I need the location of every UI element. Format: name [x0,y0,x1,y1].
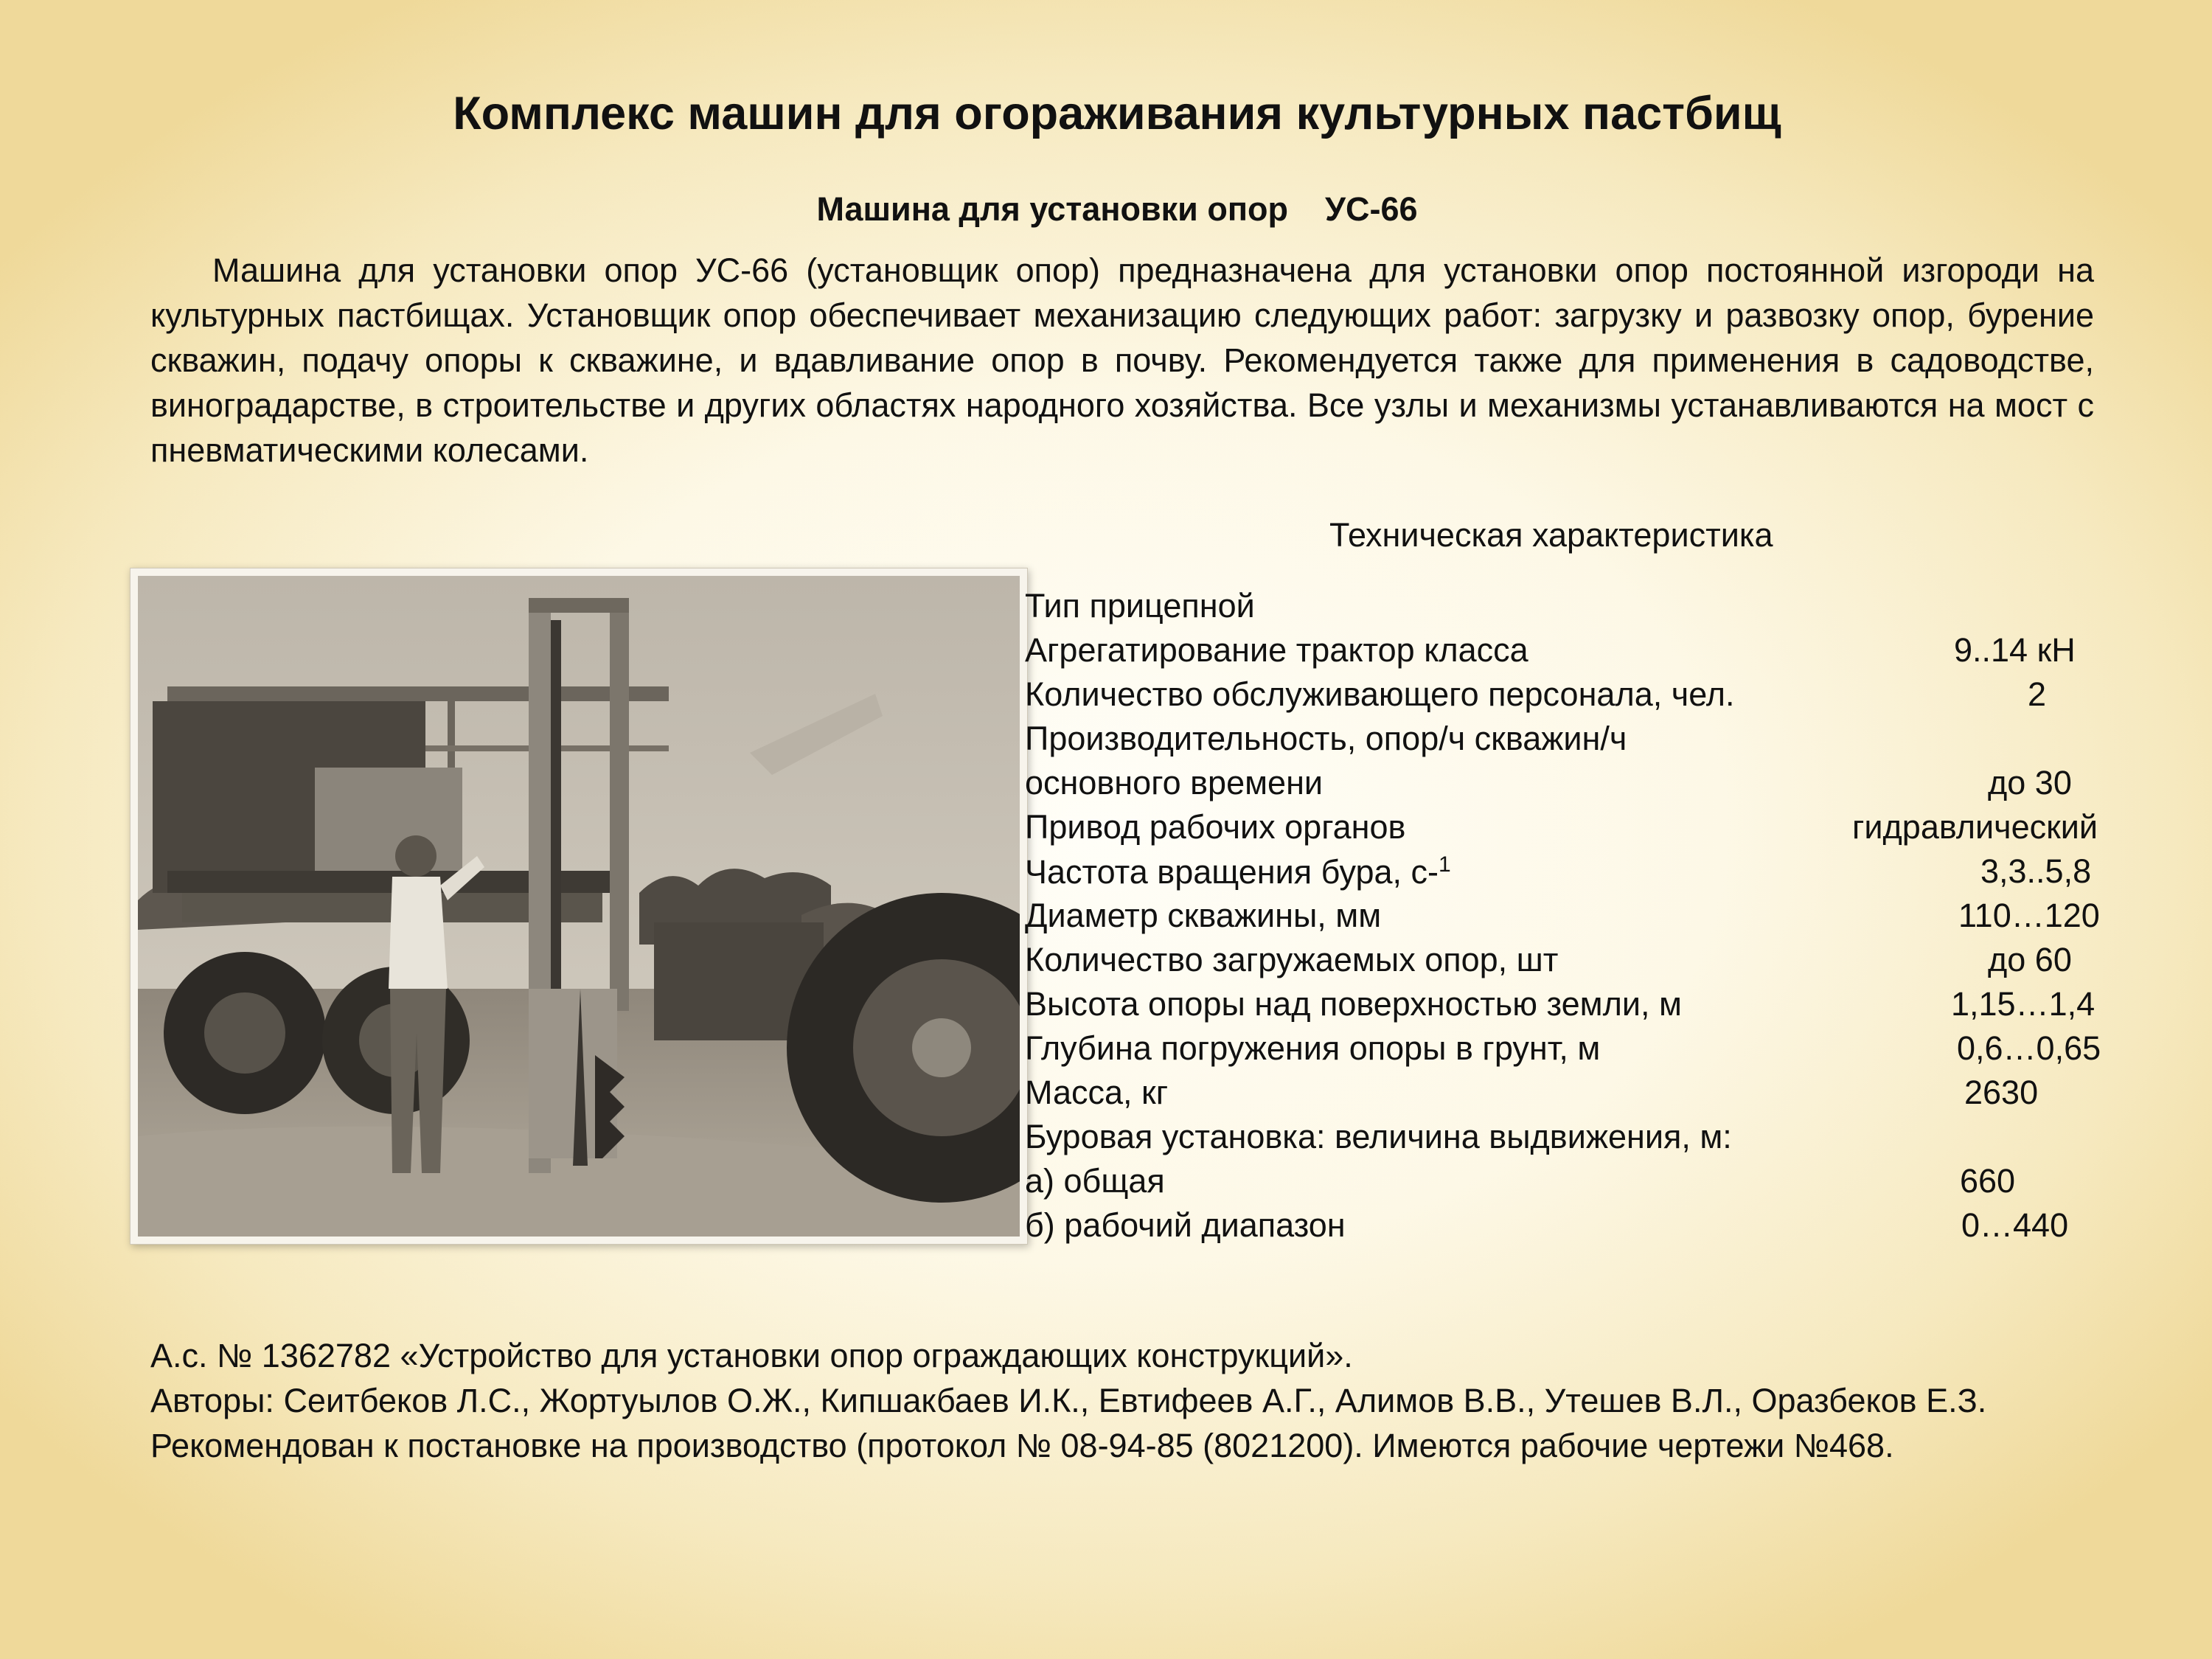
spec-value: гидравлический [1852,808,2098,846]
spec-label: Количество обслуживающего персонала, чел. [1025,675,1735,713]
spec-label-superscript: 1 [1438,852,1451,877]
spec-row-depth [1025,1029,1600,1074]
spec-value: до 60 [1988,941,2072,978]
spec-row-personnel [1025,675,1735,720]
patent-line: А.с. № 1362782 «Устройство для установки опор ограждающих конструкций». [150,1337,1353,1374]
machine-photo-image [138,576,1020,1237]
spec-row-type [1025,587,1255,631]
spec-value: 9..14 кН [1954,631,2076,669]
spec-label: Масса, кг [1025,1074,1169,1111]
spec-label: Тип прицепной [1025,587,1255,625]
spec-value: 3,3..5,8 [1980,852,2092,890]
spec-row-load-count [1025,941,1558,985]
spec-label: Производительность, опор/ч скважин/ч [1025,720,1627,757]
spec-row-main-time [1025,764,1323,808]
spec-label: Количество загружаемых опор, шт [1025,941,1559,978]
spec-label: Агрегатирование трактор класса [1025,631,1528,669]
authors-line: Авторы: Сеитбеков Л.С., Жортуылов О.Ж., Кипшакбаев И.К., Евтифеев А.Г., Алимов В.В., Утешев В.Л., Оразбеков Е.З. [150,1382,1987,1419]
spec-value: 2 [2028,675,2047,713]
spec-label: Буровая установка: величина выдвижения, м: [1025,1118,1732,1155]
spec-value: 110…120 [1958,897,2100,934]
spec-value: 1,15…1,4 [1951,985,2096,1023]
spec-row-drive [1025,808,1405,852]
spec-row-mass [1025,1074,1168,1118]
spec-row-drill-rig [1025,1118,1732,1162]
spec-label: Привод рабочих органов [1025,808,1406,846]
spec-value: 660 [1960,1162,2016,1200]
spec-label: Глубина погружения опоры в грунт, м [1025,1029,1601,1067]
intro-paragraph: Машина для установки опор УС-66 (установщик опор) предназначена для установки опор постоянной изгороди на культурных пастбищах. Установщик опор обеспечивает механизацию следующих работ: загрузку и развозку опор, бурение скважин, подачу опоры к скважине, и вдавливание опор в почву. Рекомендуется также для применения в садоводстве, виноградарстве, в строительстве и других областях народного хозяйства. Все узлы и механизмы устанавливаются на мост с пневматическими колесами. [150,251,2094,469]
spec-label: Диаметр скважины, мм [1025,897,1382,934]
spec-label: Высота опоры над поверхностью земли, м [1025,985,1682,1023]
spec-label: а) общая [1025,1162,1165,1200]
spec-value: 2630 [1964,1074,2039,1111]
spec-label: основного времени [1025,764,1324,801]
spec-label: б) рабочий диапазон [1025,1206,1346,1244]
spec-label: Частота вращения бура, с- [1025,853,1439,891]
spec-row-aggregation [1025,631,1528,675]
footer-notes [150,1333,2094,1468]
spec-row-height [1025,985,1682,1029]
production-line: Рекомендован к постановке на производство (протокол № 08-94-85 (8021200). Имеются рабочие чертежи №468. [150,1427,1894,1464]
spec-row-productivity [1025,720,1627,764]
page-title: Комплекс машин для огораживания культурных пастбищ [453,88,1781,139]
spec-value: 0…440 [1961,1206,2069,1244]
spec-row-total [1025,1162,1165,1206]
spec-value: до 30 [1988,764,2072,801]
specs-heading: Техническая характеристика [1329,516,1773,554]
spec-row-drill-speed [1025,852,1451,897]
machine-subtitle: Машина для установки опор УС-66 [816,190,1418,228]
machine-photo [130,568,1028,1245]
spec-row-working-range [1025,1206,1346,1251]
spec-value: 0,6…0,65 [1957,1029,2101,1067]
spec-row-diameter [1025,897,1381,941]
